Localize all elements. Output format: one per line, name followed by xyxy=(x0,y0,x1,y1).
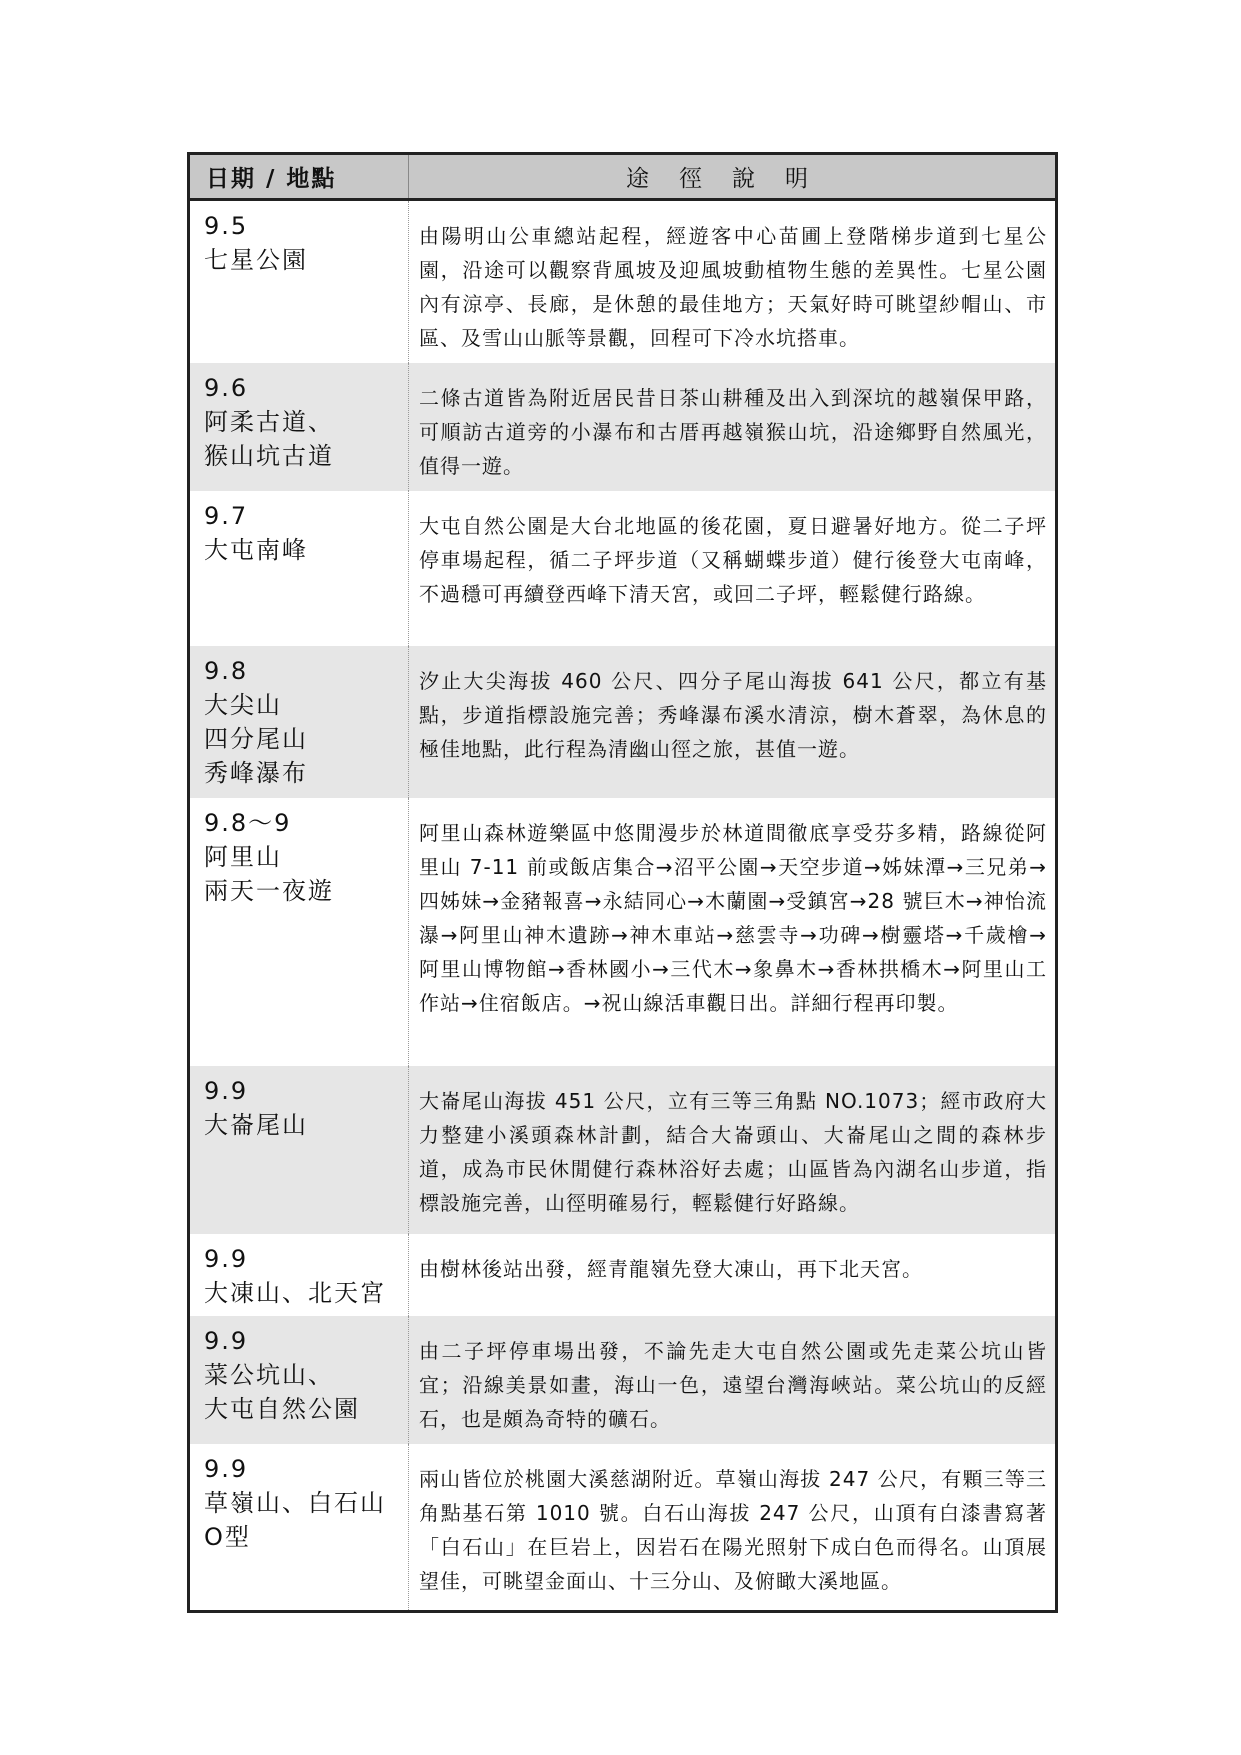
table-row xyxy=(189,798,1057,1066)
row-date: 9.8 xyxy=(204,657,249,685)
row-date: 9.8～9 xyxy=(204,809,292,837)
row-place: 菜公坑山、 xyxy=(204,1361,334,1389)
row-place: 大屯自然公園 xyxy=(204,1395,360,1423)
table-row xyxy=(189,646,1057,798)
row-date: 9.5 xyxy=(204,212,249,240)
row-date: 9.9 xyxy=(204,1077,249,1105)
row-date: 9.9 xyxy=(204,1245,249,1273)
location-cell xyxy=(189,1444,409,1611)
row-place: 大凍山、北天宮 xyxy=(204,1279,386,1307)
table-row xyxy=(189,363,1057,491)
route-description: 汐止大尖海拔 460 公尺、四分子尾山海拔 641 公尺，都立有基點，步道指標設施完善；秀峰瀑布溪水清涼，樹木蒼翠，為休息的極佳地點，此行程為清幽山徑之旅，甚值一遊。 xyxy=(409,646,1057,798)
route-description: 兩山皆位於桃園大溪慈湖附近。草嶺山海拔 247 公尺，有顆三等三角點基石第 1010 號。白石山海拔 247 公尺，山頂有白漆書寫著「白石山」在巨岩上，因岩石在陽光照射下成白色而得名。山頂展望佳，可眺望金面山、十三分山、及俯瞰大溪地區。 xyxy=(419,1467,1047,1593)
row-place: 四分尾山 xyxy=(204,725,308,753)
table-row xyxy=(189,1444,1057,1611)
table-row xyxy=(189,1234,1057,1316)
location-cell xyxy=(189,491,409,646)
row-place: 猴山坑古道 xyxy=(204,442,334,470)
location-cell xyxy=(189,1066,409,1234)
table-header-row xyxy=(189,154,1057,200)
row-place: 兩天一夜遊 xyxy=(204,877,334,905)
row-date: 9.9 xyxy=(204,1327,249,1355)
table-body xyxy=(189,200,1057,1612)
route-table xyxy=(187,152,1058,1613)
table-row xyxy=(189,200,1057,364)
table-row xyxy=(189,1066,1057,1234)
row-place: 阿柔古道、 xyxy=(204,408,334,436)
location-column-header: 日期 / 地點 xyxy=(189,154,409,200)
row-date: 9.9 xyxy=(204,1455,249,1483)
row-place: 七星公園 xyxy=(204,246,308,274)
row-place: 草嶺山、白石山 xyxy=(204,1489,386,1517)
route-description: 大崙尾山海拔 451 公尺，立有三等三角點 NO.1073；經市政府大力整建小溪頭森林計劃，結合大崙頭山、大崙尾山之間的森林步道，成為市民休閒健行森林浴好去處；山區皆為內湖名山步道，指標設施完善，山徑明確易行，輕鬆健行好路線。 xyxy=(409,1066,1057,1234)
description-column-header: 途徑說明 xyxy=(409,154,1057,200)
route-description: 由陽明山公車總站起程，經遊客中心苗圃上登階梯步道到七星公園，沿途可以觀察背風坡及迎風坡動植物生態的差異性。七星公園內有涼亭、長廊，是休憩的最佳地方；天氣好時可眺望紗帽山、市區、及雪山山脈等景觀，回程可下冷水坑搭車。 xyxy=(419,224,1047,350)
route-description: 由樹林後站出發，經青龍嶺先登大凍山，再下北天宮。 xyxy=(419,1257,923,1281)
row-place: 秀峰瀑布 xyxy=(204,759,308,787)
row-place: O型 xyxy=(204,1523,251,1551)
location-cell xyxy=(189,1316,409,1444)
location-cell xyxy=(189,200,409,364)
route-description: 由二子坪停車場出發，不論先走大屯自然公園或先走菜公坑山皆宜；沿線美景如畫，海山一色，遠望台灣海峽站。菜公坑山的反經石，也是頗為奇特的礦石。 xyxy=(409,1316,1057,1444)
location-cell xyxy=(189,1234,409,1316)
location-cell xyxy=(189,646,409,798)
table-row xyxy=(189,1316,1057,1444)
row-place: 大屯南峰 xyxy=(204,536,308,564)
route-description: 大屯自然公園是大台北地區的後花園，夏日避暑好地方。從二子坪停車場起程，循二子坪步道（又稱蝴蝶步道）健行後登大屯南峰，不過穩可再續登西峰下清天宮，或回二子坪，輕鬆健行路線。 xyxy=(419,514,1047,606)
row-date: 9.6 xyxy=(204,374,249,402)
table-row xyxy=(189,491,1057,646)
route-description: 阿里山森林遊樂區中悠閒漫步於林道間徹底享受芬多精，路線從阿里山 7-11 前或飯店集合→沼平公園→天空步道→姊妹潭→三兄弟→四姊妹→金豬報喜→永結同心→木蘭園→受鎮宮→28 號巨木→神怡流瀑→阿里山神木遺跡→神木車站→慈雲寺→功碑→樹靈塔→千歲檜→阿里山博物館→香林國小→三代木→象鼻木→香林拱橋木→阿里山工作站→住宿飯店。→祝山線活車觀日出。詳細行程再印製。 xyxy=(419,821,1047,1015)
location-cell xyxy=(189,363,409,491)
route-description: 二條古道皆為附近居民昔日茶山耕種及出入到深坑的越嶺保甲路，可順訪古道旁的小瀑布和古厝再越嶺猴山坑，沿途鄉野自然風光，值得一遊。 xyxy=(409,363,1057,491)
row-date: 9.7 xyxy=(204,502,249,530)
row-place: 大崙尾山 xyxy=(204,1111,308,1139)
location-cell xyxy=(189,798,409,1066)
row-place: 大尖山 xyxy=(204,691,282,719)
row-place: 阿里山 xyxy=(204,843,282,871)
